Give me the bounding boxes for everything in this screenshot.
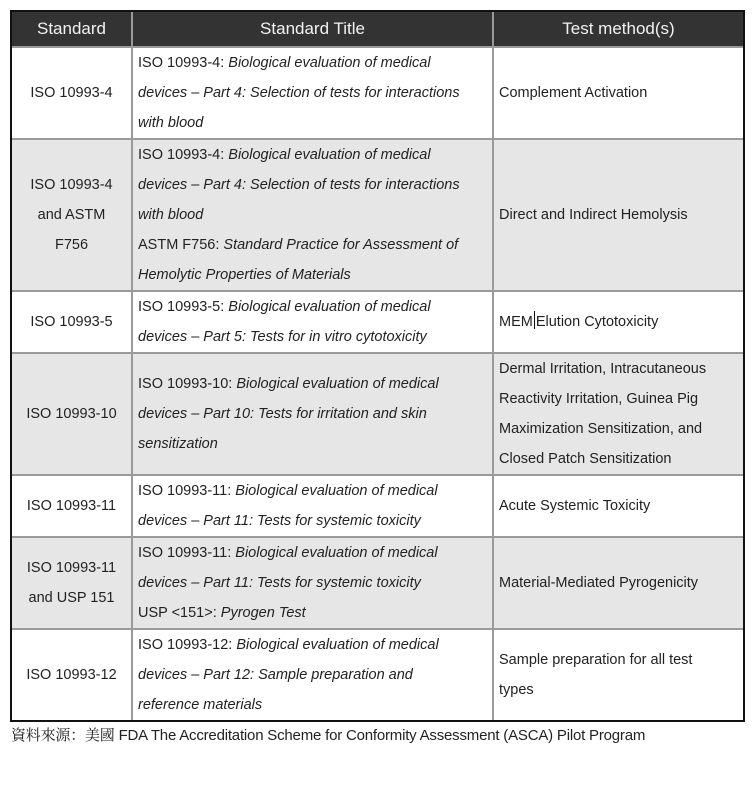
title-code: ISO 10993-11: [138, 483, 232, 499]
title-text: Standard Practice for Assessment of [223, 237, 459, 253]
table-row [12, 47, 743, 139]
text-cursor [534, 311, 535, 329]
title-line [138, 108, 487, 138]
method-line: Material-Mediated Pyrogenicity [499, 575, 699, 591]
title-line [138, 260, 487, 290]
title-line [138, 568, 487, 598]
title-line [138, 140, 487, 170]
title-text: sensitization [138, 436, 218, 452]
table-body [12, 47, 743, 720]
standards-table [10, 10, 745, 722]
column-header-test-methods: Test method(s) [493, 12, 743, 47]
standard-line: ISO 10993-11 [26, 560, 117, 576]
cell-standard [12, 139, 132, 291]
title-code: ISO 10993-4: [138, 147, 225, 163]
method-line: Complement Activation [499, 85, 648, 101]
cell-test-methods [493, 475, 743, 537]
title-line [138, 322, 487, 352]
method-line: Closed Patch Sensitization [499, 451, 672, 467]
standard-line: ISO 10993-5 [30, 314, 113, 330]
cell-standard [12, 629, 132, 720]
method-line: Maximization Sensitization, and [499, 421, 703, 437]
method-line: types [499, 682, 534, 698]
standard-line: ISO 10993-4 [30, 177, 113, 193]
title-text: devices – Part 11: Tests for systemic toxicity [138, 513, 421, 529]
title-text: Biological evaluation of medical [235, 483, 438, 499]
cell-standard-title [132, 47, 493, 139]
title-line [138, 78, 487, 108]
title-text: Biological evaluation of medical [236, 376, 439, 392]
table-row [12, 139, 743, 291]
cell-standard [12, 537, 132, 629]
cell-standard [12, 475, 132, 537]
title-line [138, 538, 487, 568]
cell-test-methods [493, 353, 743, 475]
title-line [138, 292, 487, 322]
table-row [12, 537, 743, 629]
title-line [138, 690, 487, 720]
cell-test-methods [493, 537, 743, 629]
cell-standard [12, 291, 132, 353]
cell-test-methods [493, 291, 743, 353]
title-line [138, 660, 487, 690]
column-header-standard: Standard [12, 12, 132, 47]
cell-test-methods [493, 139, 743, 291]
method-line: Acute Systemic Toxicity [499, 498, 651, 514]
title-code: ISO 10993-4: [138, 55, 225, 71]
method-line: Sample preparation for all test [499, 652, 693, 668]
cell-test-methods [493, 47, 743, 139]
standard-line: and ASTM [37, 207, 106, 223]
title-line [138, 200, 487, 230]
cell-standard-title [132, 139, 493, 291]
title-code: ISO 10993-12: [138, 637, 233, 653]
title-text: devices – Part 4: Selection of tests for interactions [138, 85, 460, 101]
standard-line: ISO 10993-10 [26, 406, 117, 422]
cell-standard-title [132, 475, 493, 537]
title-text: with blood [138, 207, 204, 223]
title-text: Biological evaluation of medical [236, 637, 439, 653]
title-text: with blood [138, 115, 204, 131]
title-code: ISO 10993-10: [138, 376, 233, 392]
standard-line: ISO 10993-4 [30, 85, 113, 101]
cell-standard [12, 353, 132, 475]
title-line [138, 630, 487, 660]
title-code: USP <151>: [138, 605, 217, 621]
title-text: Biological evaluation of medical [228, 147, 431, 163]
title-text: Biological evaluation of medical [228, 55, 431, 71]
cell-standard [12, 47, 132, 139]
title-code: ASTM F756: [138, 237, 220, 253]
title-text: Biological evaluation of medical [228, 299, 431, 315]
standard-line: F756 [54, 237, 89, 253]
method-line: Direct and Indirect Hemolysis [499, 207, 688, 223]
title-line [138, 48, 487, 78]
cell-standard-title [132, 629, 493, 720]
cell-standard-title [132, 291, 493, 353]
standard-line: and USP 151 [28, 590, 115, 606]
title-text: Hemolytic Properties of Materials [138, 267, 351, 283]
title-line [138, 476, 487, 506]
source-caption: 資料來源：美國 FDA The Accreditation Scheme for Conformity Assessment (ASCA) Pilot Program [11, 727, 646, 744]
column-header-standard-title: Standard Title [132, 12, 493, 47]
title-text: reference materials [138, 697, 263, 713]
title-text: devices – Part 5: Tests for in vitro cytotoxicity [138, 329, 427, 345]
cell-standard-title [132, 353, 493, 475]
table-row [12, 291, 743, 353]
title-text: Biological evaluation of medical [235, 545, 438, 561]
standard-line: ISO 10993-12 [26, 667, 117, 683]
cell-test-methods [493, 629, 743, 720]
title-line [138, 399, 487, 429]
title-text: devices – Part 10: Tests for irritation and skin [138, 406, 427, 422]
title-line [138, 429, 487, 459]
method-text: MEM [499, 314, 533, 330]
title-code: ISO 10993-11: [138, 545, 232, 561]
title-line [138, 506, 487, 536]
title-line [138, 598, 487, 628]
title-line [138, 230, 487, 260]
title-line [138, 369, 487, 399]
table-row [12, 629, 743, 720]
title-text: devices – Part 11: Tests for systemic toxicity [138, 575, 421, 591]
method-text: Elution Cytotoxicity [535, 314, 659, 330]
title-text: devices – Part 4: Selection of tests for interactions [138, 177, 460, 193]
title-code: ISO 10993-5: [138, 299, 225, 315]
title-text: Pyrogen Test [220, 605, 306, 621]
standard-line: ISO 10993-11 [26, 498, 117, 514]
table-header-row [12, 12, 743, 47]
method-line [499, 307, 738, 337]
title-text: devices – Part 12: Sample preparation and [138, 667, 413, 683]
table-row [12, 475, 743, 537]
cell-standard-title [132, 537, 493, 629]
method-line: Reactivity Irritation, Guinea Pig [499, 391, 699, 407]
title-line [138, 170, 487, 200]
table-row [12, 353, 743, 475]
method-line: Dermal Irritation, Intracutaneous [499, 361, 707, 377]
